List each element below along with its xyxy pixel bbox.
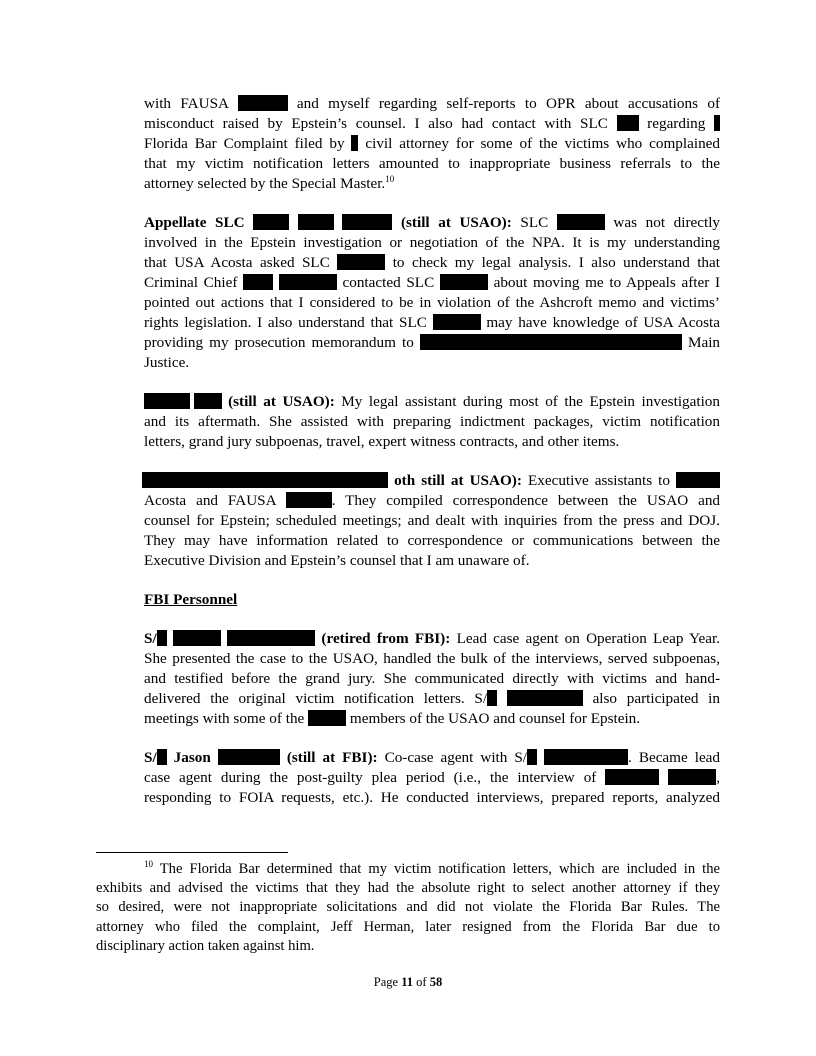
text: and testified before the grand jury. She communicated directly with victims and hand- bbox=[144, 670, 720, 687]
text: civil attorney for some of the victims who complained bbox=[365, 135, 721, 152]
redaction bbox=[507, 690, 583, 706]
text: to check my legal analysis. I also understand that bbox=[392, 254, 720, 271]
text: SLC bbox=[520, 214, 549, 231]
entry-label: S/ bbox=[144, 630, 157, 647]
text: misconduct raised by Epstein’s counsel. I also had contact with SLC bbox=[144, 115, 608, 132]
redaction bbox=[144, 393, 190, 409]
paragraph-co-case-agent bbox=[144, 748, 720, 808]
redaction bbox=[243, 274, 273, 290]
redaction bbox=[286, 492, 332, 508]
redaction bbox=[433, 314, 481, 330]
text: and myself regarding self-reports to OPR about accusations of bbox=[296, 95, 720, 112]
entry-status: (still at FBI): bbox=[286, 749, 378, 766]
text: attorney selected by the Special Master. bbox=[144, 175, 386, 192]
paragraph-appellate-slc bbox=[144, 213, 720, 373]
text: . They compiled correspondence between the USAO and bbox=[331, 492, 721, 509]
text: Main bbox=[687, 334, 721, 351]
text: The Florida Bar determined that my victim notification letters, which are included in the bbox=[159, 861, 720, 877]
text: so desired, were not inappropriate solicitations and did not violate the Florida Bar Rules. The bbox=[96, 899, 720, 916]
text: pointed out actions that I considered to be in violation of the Ashcroft memo and victims’ bbox=[144, 294, 720, 311]
text: Justice. bbox=[144, 354, 190, 371]
redaction bbox=[527, 749, 537, 765]
text: My legal assistant during most of the Epstein investigation bbox=[341, 393, 720, 410]
redaction bbox=[342, 214, 392, 230]
redaction bbox=[157, 749, 167, 765]
text: They may have information related to correspondence or communications between the bbox=[144, 532, 720, 549]
text: delivered the original victim notification letters. S/ bbox=[144, 690, 488, 707]
page-number bbox=[0, 975, 816, 990]
text: disciplinary action taken against him. bbox=[96, 937, 315, 954]
text: Co-case agent with S/ bbox=[384, 749, 528, 766]
redaction bbox=[173, 630, 221, 646]
footnote-number: 10 bbox=[144, 859, 153, 869]
entry-status: (still at USAO): bbox=[228, 393, 335, 410]
redaction bbox=[557, 214, 605, 230]
section-heading-fbi bbox=[144, 590, 720, 610]
text: attorney who filed the complaint, Jeff Herman, later resigned from the Florida Bar due to bbox=[96, 918, 720, 935]
text: that my victim notification letters amounted to inappropriate business referrals to the bbox=[144, 155, 720, 172]
text: rights legislation. I also understand that SLC bbox=[144, 314, 427, 331]
footnote-separator bbox=[96, 852, 288, 853]
redaction bbox=[676, 472, 720, 488]
text: responding to FOIA requests, etc.). He conducted interviews, prepared reports, analyzed bbox=[144, 789, 720, 806]
text: She presented the case to the USAO, handled the bulk of the interviews, served subpoenas, bbox=[144, 650, 720, 667]
redaction bbox=[487, 690, 497, 706]
text: . Became lead bbox=[628, 749, 721, 766]
entry-status: (retired from FBI): bbox=[321, 630, 451, 647]
entry-label-name: Jason bbox=[173, 749, 211, 766]
entry-status: (still at USAO): bbox=[400, 214, 512, 231]
text: Executive Division and Epstein’s counsel that I am unaware of. bbox=[144, 552, 530, 569]
text: with FAUSA bbox=[144, 95, 229, 112]
paragraph-executive-assistants bbox=[144, 471, 720, 571]
redaction bbox=[298, 214, 334, 230]
text: , bbox=[716, 769, 721, 786]
page-of: of bbox=[416, 975, 427, 989]
redaction bbox=[617, 115, 639, 131]
redaction bbox=[238, 95, 288, 111]
text: letters, grand jury subpoenas, travel, expert witness contracts, and other items. bbox=[144, 433, 620, 450]
text: may have knowledge of USA Acosta bbox=[486, 314, 720, 331]
text: and its aftermath. She assisted with preparing indictment packages, victim notification bbox=[144, 413, 720, 430]
redaction bbox=[605, 769, 659, 785]
paragraph-legal-assistant bbox=[144, 392, 720, 452]
text: Criminal Chief bbox=[144, 274, 238, 291]
body-text bbox=[144, 94, 720, 827]
redaction bbox=[351, 135, 358, 151]
redaction bbox=[714, 115, 720, 131]
redaction bbox=[308, 710, 346, 726]
text: contacted SLC bbox=[342, 274, 435, 291]
redaction bbox=[420, 334, 682, 350]
page-prefix: Page bbox=[373, 975, 399, 989]
redaction bbox=[227, 630, 315, 646]
text: Executive assistants to bbox=[527, 472, 670, 489]
text: about moving me to Appeals after I bbox=[493, 274, 721, 291]
redaction bbox=[253, 214, 289, 230]
text: involved in the Epstein investigation or negotiation of the NPA. It is my understanding bbox=[144, 234, 720, 251]
text: Florida Bar Complaint filed by bbox=[144, 135, 345, 152]
text: Acosta and FAUSA bbox=[144, 492, 276, 509]
text: members of the USAO and counsel for Epstein. bbox=[349, 710, 641, 727]
paragraph-lead-case-agent bbox=[144, 629, 720, 729]
entry-status: oth still at USAO): bbox=[394, 472, 522, 489]
text: was not directly bbox=[613, 214, 721, 231]
redaction bbox=[337, 254, 385, 270]
entry-label: S/ bbox=[144, 749, 157, 766]
redaction bbox=[142, 472, 388, 488]
text: meetings with some of the bbox=[144, 710, 305, 727]
redaction bbox=[279, 274, 337, 290]
redaction bbox=[194, 393, 222, 409]
redaction bbox=[668, 769, 716, 785]
footnote-reference: 10 bbox=[385, 174, 395, 184]
text: case agent during the post-guilty plea period (i.e., the interview of bbox=[144, 769, 597, 786]
entry-label: Appellate SLC bbox=[144, 214, 245, 231]
section-heading: FBI Personnel bbox=[144, 591, 238, 608]
redaction bbox=[544, 749, 628, 765]
text: also participated in bbox=[592, 690, 720, 707]
redaction bbox=[157, 630, 167, 646]
text: providing my prosecution memorandum to bbox=[144, 334, 414, 351]
redaction bbox=[440, 274, 488, 290]
text: counsel for Epstein; scheduled meetings; and dealt with inquiries from the press and DOJ. bbox=[144, 512, 720, 529]
redaction bbox=[218, 749, 280, 765]
text: regarding bbox=[647, 115, 706, 132]
total-pages: 58 bbox=[429, 975, 443, 989]
text: that USA Acosta asked SLC bbox=[144, 254, 330, 271]
footnote bbox=[96, 860, 720, 956]
text: Lead case agent on Operation Leap Year. bbox=[456, 630, 721, 647]
paragraph-fausa-contacts bbox=[144, 94, 720, 194]
current-page: 11 bbox=[401, 975, 414, 989]
text: exhibits and advised the victims that they had the absolute right to select another attorney if they bbox=[96, 880, 720, 897]
